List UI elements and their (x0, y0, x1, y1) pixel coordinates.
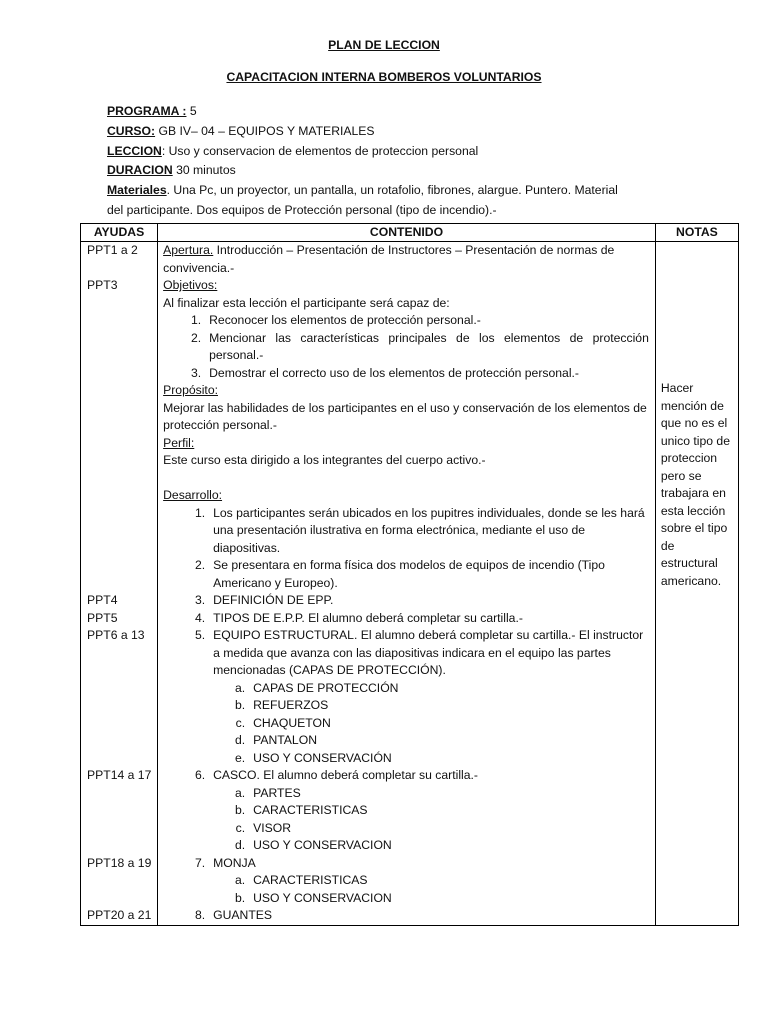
list-item: 1. Los participantes serán ubicados en los pupitres individuales, donde se les hará una presentación ilustrativa en forma electrónica, mediante el uso de diapositivas. (194, 505, 645, 555)
duracion-value: 30 minutos (172, 163, 236, 178)
sub-list-item: b. CARACTERISTICAS (234, 803, 368, 817)
table-row (81, 242, 739, 926)
list-item: 2. Mencionar las características principales de los elementos de protección personal.- (190, 330, 649, 362)
sub-list-item: b. USO Y CONSERVACION (234, 890, 392, 905)
objetivos-intro: Al finalizar esta lección el participante será capaz de: (163, 295, 450, 310)
sub-list-item: a. PARTES (234, 785, 301, 800)
programa-value: 5 (186, 104, 197, 118)
proposito-label: Propósito: (163, 383, 218, 397)
list-item: 5. EQUIPO ESTRUCTURAL. El alumno deberá completar su cartilla.- El instructor a medida que avanza con las diapositivas indicara en el equipo las partes mencionadas (CAPAS DE PROTECCIÓN). (194, 628, 644, 677)
header-notas: NOTAS (655, 224, 738, 242)
list-item: 2. Se presentara en forma física dos modelos de equipos de incendio (Tipo Americano y Europeo). (194, 558, 605, 590)
ayuda-item: PPT6 a 13 (87, 628, 145, 642)
leccion-value: : Uso y conservacion de elementos de proteccion personal (161, 143, 479, 158)
sub-list-item: b. REFUERZOS (234, 698, 329, 712)
curso-line (107, 122, 647, 142)
document-subtitle: CAPACITACION INTERNA BOMBEROS VOLUNTARIOS (226, 70, 542, 84)
curso-label: CURSO: (107, 123, 156, 138)
materiales-label: Materiales (107, 183, 167, 198)
perfil-label: Perfil: (163, 435, 195, 450)
list-item: 4. TIPOS DE E.P.P. El alumno deberá completar su cartilla.- (194, 610, 523, 625)
list-item: 7. MONJA (194, 855, 256, 870)
list-item: 6. CASCO. El alumno deberá completar su cartilla.- (194, 768, 478, 782)
materiales-line (107, 181, 647, 201)
sub-list-item: c. VISOR (235, 820, 292, 835)
leccion-line (107, 142, 647, 162)
duracion-label: DURACION (107, 163, 173, 178)
ayudas-cell (81, 242, 158, 926)
sub-list-item: d. PANTALON (234, 733, 317, 747)
ayuda-item: PPT14 a 17 (87, 768, 152, 782)
ayuda-item: PPT18 a 19 (87, 855, 152, 870)
programa-label: PROGRAMA : (107, 104, 187, 118)
desarrollo-label: Desarrollo: (163, 488, 223, 502)
list-item: 8. GUANTES (194, 908, 273, 922)
header-contenido: CONTENIDO (158, 224, 656, 242)
sub-list-item: a. CARACTERISTICAS (234, 873, 368, 887)
table-header-row (81, 224, 739, 242)
perfil-text: Este curso esta dirigido a los integrantes del cuerpo activo.- (163, 453, 486, 467)
leccion-label: LECCION (107, 143, 162, 158)
contenido-cell (158, 242, 656, 926)
ayuda-item: PPT4 (87, 593, 118, 607)
ayuda-item: PPT3 (87, 278, 118, 292)
list-item: 3. Demostrar el correcto uso de los elementos de protección personal.- (190, 365, 579, 380)
ayuda-item: PPT20 a 21 (87, 908, 152, 922)
ayuda-item: PPT5 (87, 610, 118, 625)
lesson-plan-table (80, 223, 739, 926)
apertura-label: Apertura. (163, 243, 214, 257)
sub-list-item: d. USO Y CONSERVACION (234, 838, 392, 852)
apertura-text: Introducción – Presentación de Instructores – Presentación de normas de convivencia.- (163, 243, 615, 275)
notas-cell (655, 242, 738, 926)
materiales-value: . Una Pc, un proyector, un pantalla, un rotafolio, fibrones, alargue. Puntero. Material (166, 183, 618, 198)
list-item: 3. DEFINICIÓN DE EPP. (194, 593, 334, 607)
notas-text: Hacer mención de que no es el unico tipo de proteccion pero se trabajara en esta lección sobre el tipo de estructural americano. (660, 381, 730, 588)
sub-list-item: a. CAPAS DE PROTECCIÓN (234, 680, 399, 695)
list-item: 1. Reconocer los elementos de protección personal.- (190, 313, 481, 327)
materiales-line-2: del participante. Dos equipos de Protección personal (tipo de incendio).- (107, 202, 497, 217)
sub-list-item: c. CHAQUETON (235, 715, 331, 730)
ayuda-item: PPT1 a 2 (87, 243, 138, 257)
document-title: PLAN DE LECCION (328, 38, 440, 52)
proposito-text: Mejorar las habilidades de los participantes en el uso y conservación de los elementos de protección personal.- (163, 400, 647, 432)
blank-line (163, 470, 649, 488)
curso-value: GB IV– 04 – EQUIPOS Y MATERIALES (155, 123, 375, 138)
lesson-header (107, 102, 647, 221)
apertura-paragraph (163, 242, 649, 277)
sub-list-item: e. USO Y CONSERVACIÓN (234, 750, 392, 765)
header-ayudas: AYUDAS (81, 224, 158, 242)
duracion-line (107, 161, 647, 181)
programa-line (107, 102, 647, 122)
objetivos-label: Objetivos: (163, 278, 218, 292)
